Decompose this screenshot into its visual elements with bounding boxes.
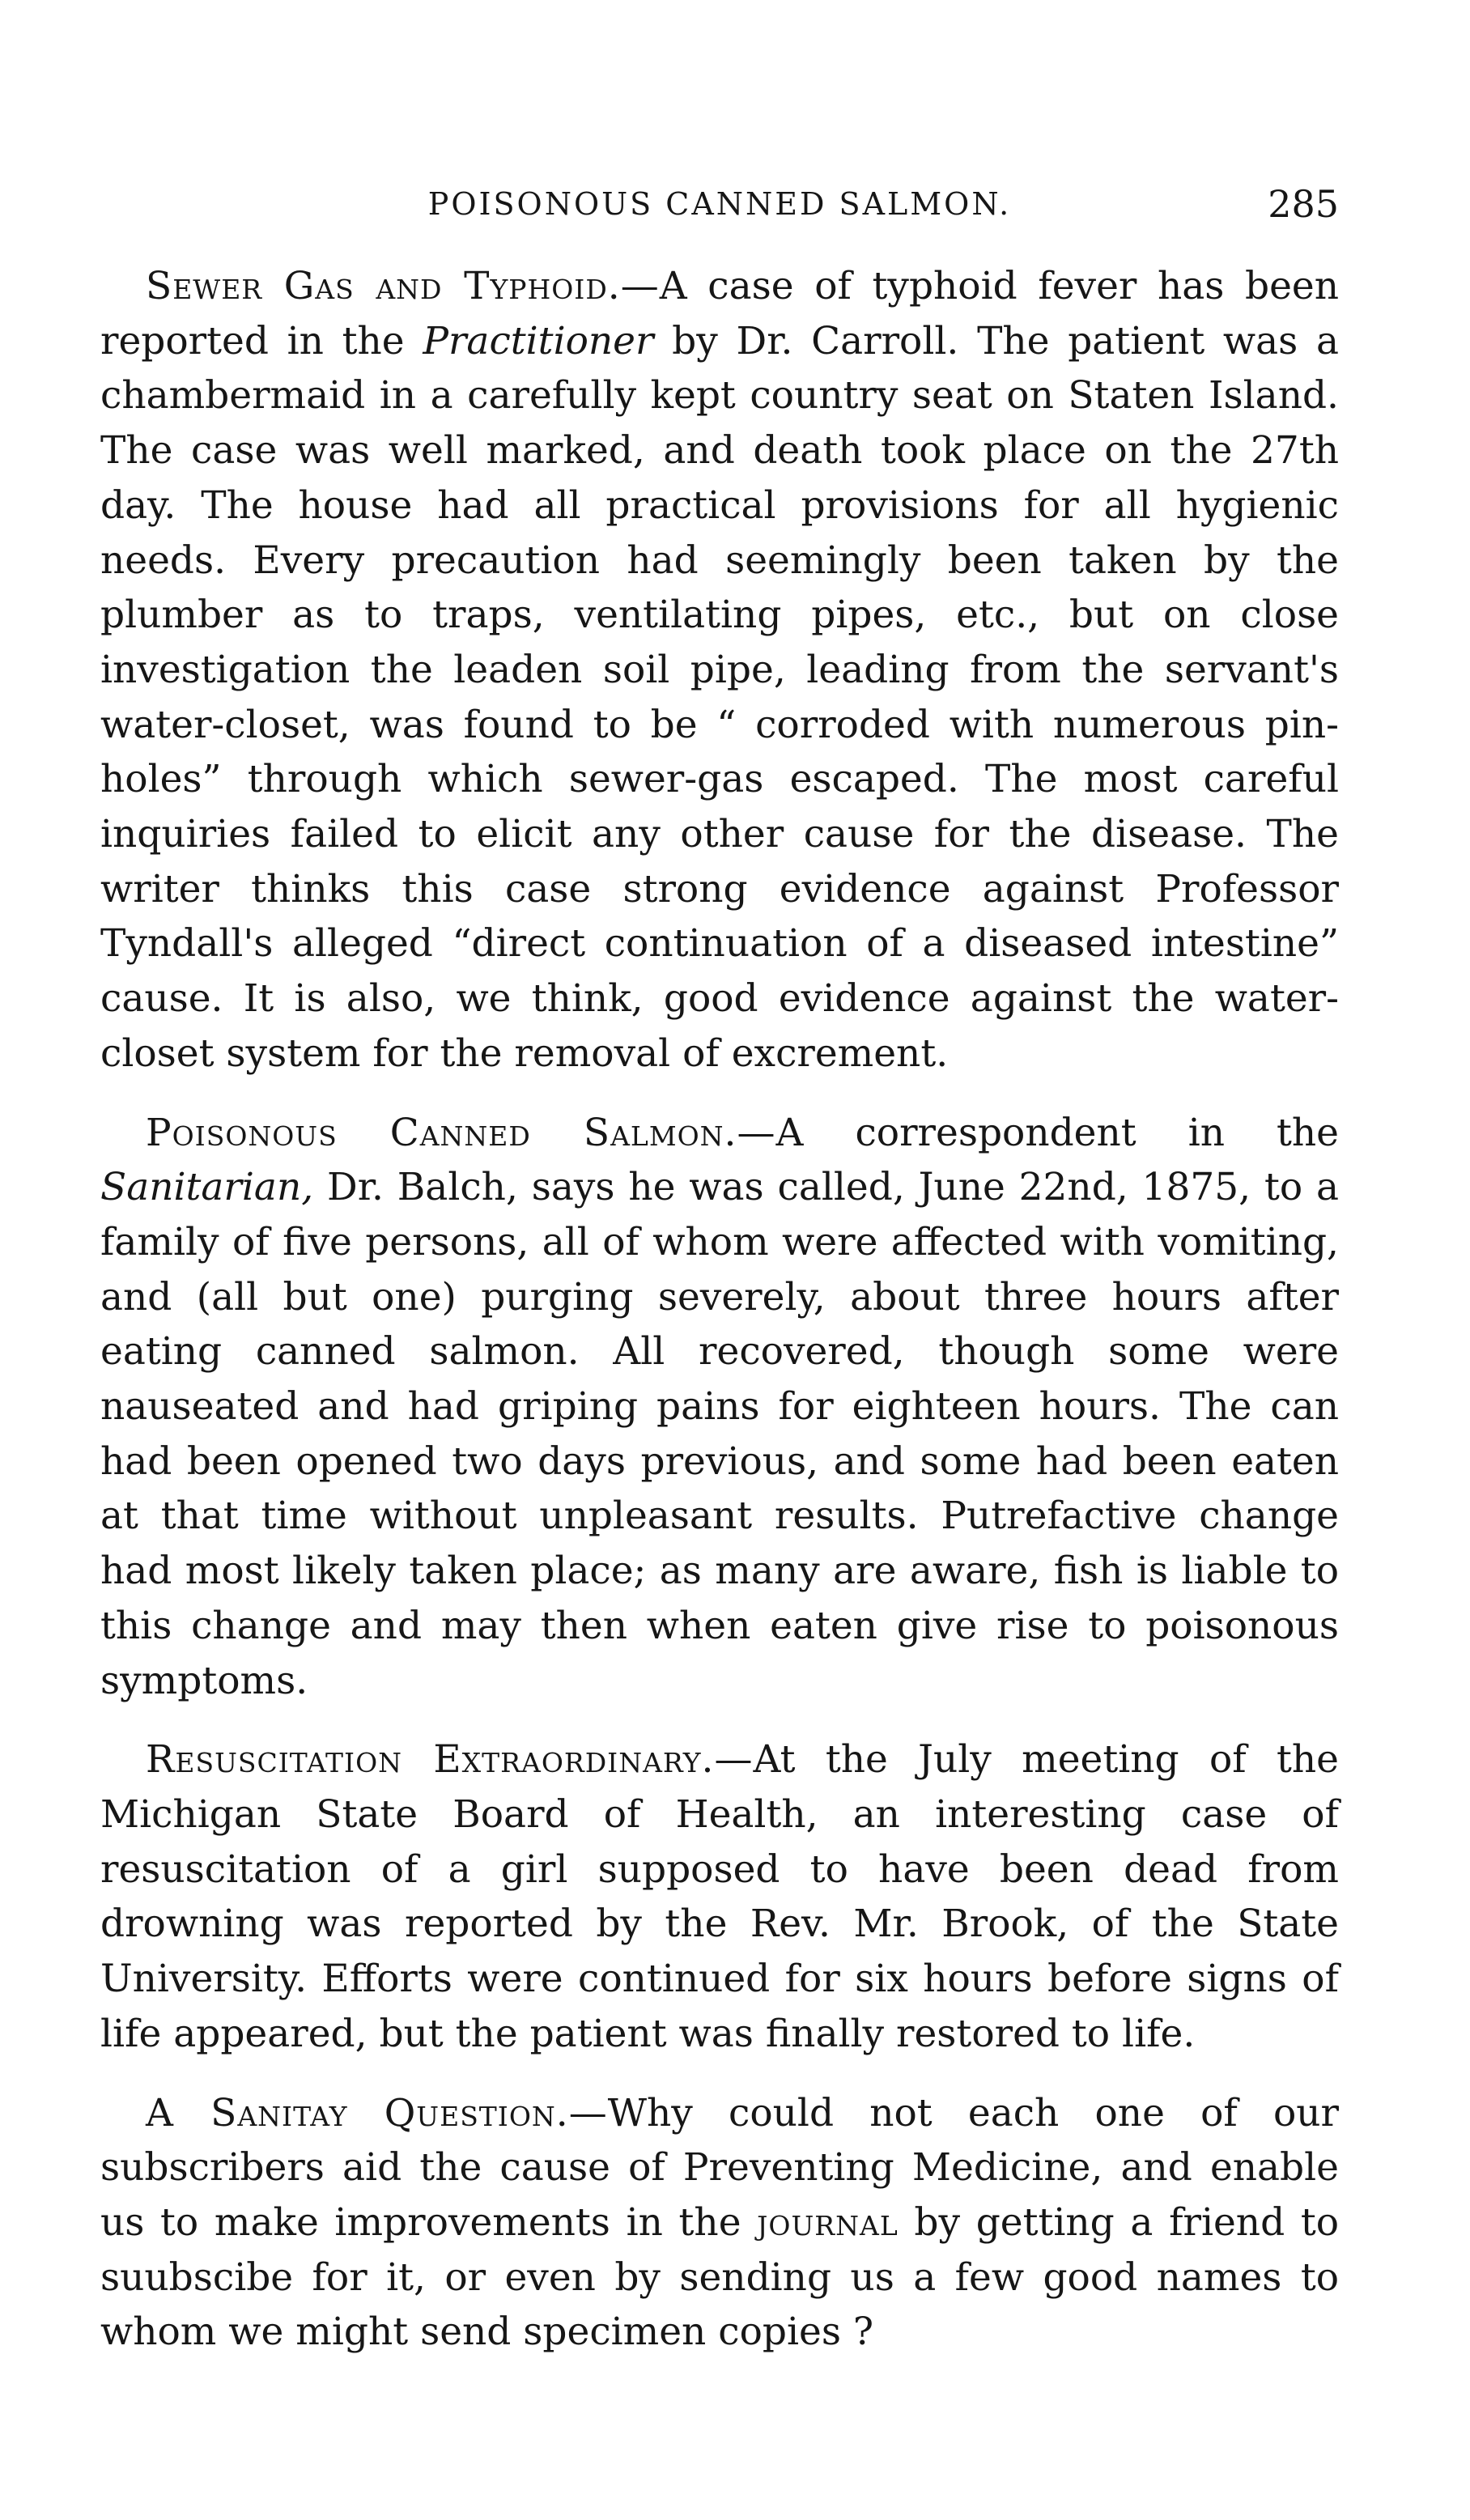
paragraph-resuscitation [100,1732,1339,2061]
section-heading-sanitary-question: A Sanitay Question.— [146,2090,608,2135]
paragraph-canned-salmon [100,1106,1339,1709]
page-header [100,180,1339,228]
paragraph-text: Dr. Balch, says he was called, June 22nd, 1875, to a family of five persons, all of whom were affected with vomiting, and (all but one) purging severely, about three hours after eating canned salmon. All recovered, though some were nauseated and had griping pains for eighteen hours. The can had been opened two days previous, and some had been eaten at that time without unpleasant results. Putrefactive change had most likely taken place; as many are aware, fish is liable to this change and may then when eaten give rise to poisonous symptoms. [100,1165,1339,1703]
paragraph-text: by getting a friend to suubscibe for it, or even by sending us a few good names to whom we might send specimen copies ? [100,2199,1340,2355]
journal-word-smallcaps: journal [757,2199,899,2245]
section-heading-resuscitation: Resuscitation Extraordinary.— [146,1737,754,1783]
journal-title-italic: Sanitarian, [100,1165,314,1210]
paragraph-sanitary-question [100,2086,1339,2361]
body-text [100,259,1339,2384]
section-heading-canned-salmon: Poisonous Canned Salmon.— [146,1110,776,1155]
paragraph-text: by Dr. Carroll. The patient was a chambermaid in a carefully kept country seat on Staten Island. The case was well marked, and death took place on the 27th day. The house had all practical provisions for all hygienic needs. Every precaution had seemingly been taken by the plumber as to traps, ventilating pipes, etc., but on close investigation the leaden soil pipe, leading from the servant's water-closet, was found to be “ corroded with numerous pin-holes” through which sewer-gas escaped. The most careful inquiries failed to elicit any other cause for the disease. The writer thinks this case strong evidence against Professor Tyndall's alleged “direct continuation of a diseased intestine” cause. It is also, we think, good evidence against the water-closet system for the removal of excrement. [100,318,1340,1076]
section-heading-sewer-gas: Sewer Gas and Typhoid.— [146,264,660,308]
paragraph-text: At the July meeting of the Michigan State Board of Health, an interesting case of resuscitation of a girl supposed to have been dead from drowning was reported by the Rev. Mr. Brook, of the State University. Efforts were continued for six hours before signs of life appeared, but the patient was finally restored to life. [100,1737,1339,2056]
paragraph-text: Why could not each one of our subscribers aid the cause of Preventing Medicine, and enable us to make improvements in the [100,2090,1340,2245]
running-title: POISONOUS CANNED SALMON. [427,186,1012,222]
paragraph-text: A case of typhoid fever has been reported in the [100,264,1340,363]
paragraph-sewer-gas [100,259,1339,1082]
journal-title-italic: Practitioner [423,318,654,363]
paragraph-text: A correspondent in the [775,1110,1339,1155]
page-number: 285 [1268,182,1339,226]
